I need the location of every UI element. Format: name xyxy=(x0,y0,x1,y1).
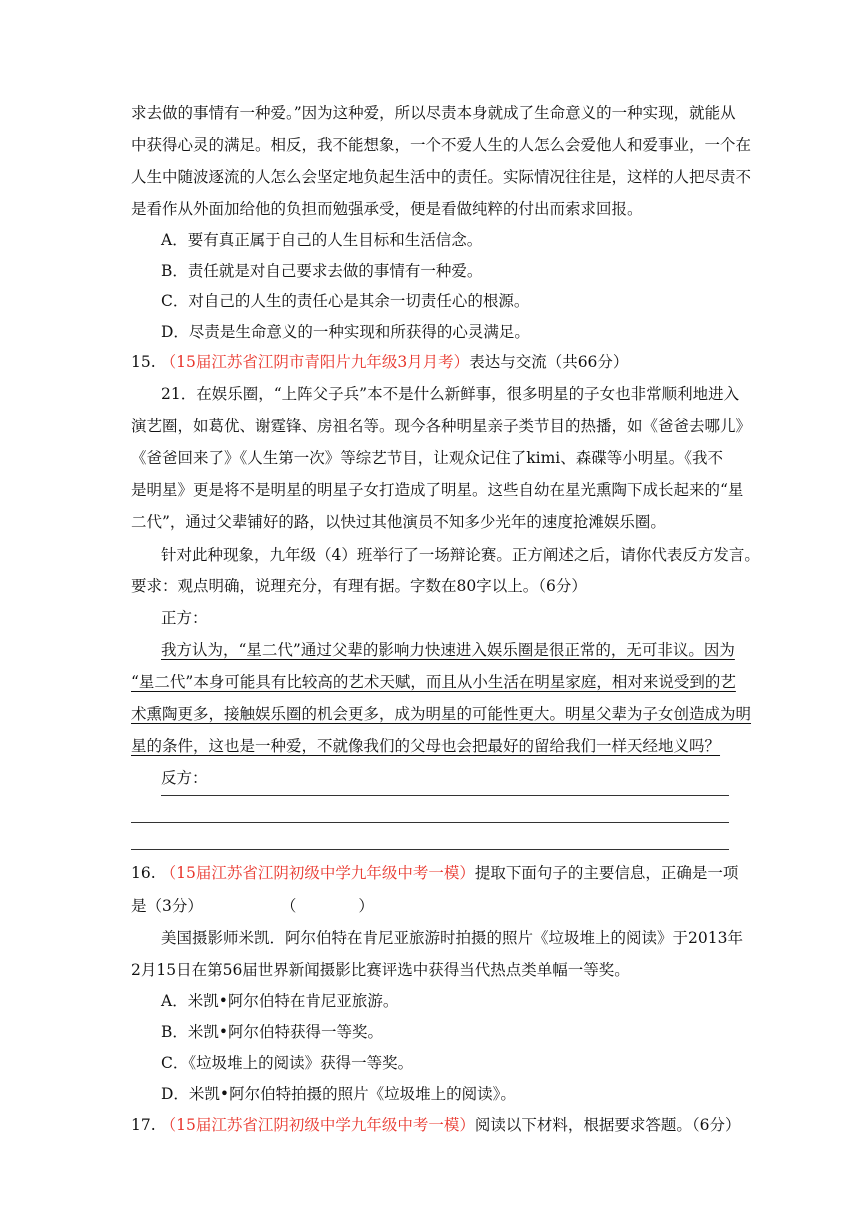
question-source: （15届江苏省江阴市青阳片九年级3月月考） xyxy=(160,353,470,371)
answer-line xyxy=(131,822,729,823)
option-c: C．《垃圾堆上的阅读》获得一等奖。 xyxy=(161,1054,414,1072)
answer-line xyxy=(161,795,729,796)
question-title: 提取下面句子的主要信息，正确是一项 xyxy=(474,864,739,882)
option-d: D．米凯•阿尔伯特拍摄的照片《垃圾堆上的阅读》。 xyxy=(161,1085,516,1103)
q15-paragraph-line: 《爸爸回来了》《人生第一次》等综艺节目，让观众记住了kimi、森碟等小明星。《我不 xyxy=(131,449,724,467)
passage-line: 中获得心灵的满足。相反，我不能想象，一个不爱人生的人怎么会爱他人和爱事业，一个在 xyxy=(131,136,752,154)
option-b: B．责任就是对自己要求去做的事情有一种爱。 xyxy=(161,262,483,280)
affirmative-text-line: “星二代”本身可能具有比较高的艺术天赋，而且从小生活在明星家庭，相对来说受到的艺 xyxy=(131,673,736,691)
question-number: 16. xyxy=(131,864,156,882)
question-16-heading xyxy=(131,863,739,883)
passage-line: 人生中随波逐流的人怎么会坚定地负起生活中的责任。实际情况往往是，这样的人把尽责不 xyxy=(131,168,752,186)
passage-line: 求去做的事情有一种爱。”因为这种爱，所以尽责本身就成了生命意义的一种实现，就能从 xyxy=(131,104,736,122)
q16-sentence-line: 2月15日在第56届世界新闻摄影比赛评选中获得当代热点类单幅一等奖。 xyxy=(131,961,630,979)
negative-label: 反方： xyxy=(161,769,208,787)
affirmative-label: 正方： xyxy=(161,609,208,627)
option-c: C．对自己的人生的责任心是其余一切责任心的根源。 xyxy=(161,292,530,310)
question-number: 17. xyxy=(131,1116,156,1134)
q15-paragraph-line: 二代”，通过父辈铺好的路，以快过其他演员不知多少光年的速度抢滩娱乐圈。 xyxy=(131,513,666,531)
answer-line xyxy=(131,849,729,850)
affirmative-text-line: 术熏陶更多，接触娱乐圈的机会更多，成为明星的可能性更大。明星父辈为子女创造成为明 xyxy=(131,705,752,723)
question-17-heading xyxy=(131,1115,741,1135)
question-source: （15届江苏省江阴初级中学九年级中考一模） xyxy=(160,1116,475,1134)
option-a: A．要有真正属于自己的人生目标和生活信念。 xyxy=(161,231,483,249)
q15-task-line: 要求：观点明确，说理充分，有理有据。字数在80字以上。（6分） xyxy=(131,577,587,595)
passage-line: 是看作从外面加给他的负担而勉强承受，便是看做纯粹的付出而索求回报。 xyxy=(131,200,643,218)
q15-paragraph-line: 演艺圈，如葛优、谢霆锋、房祖名等。现今各种明星亲子类节目的热播，如《爸爸去哪儿》 xyxy=(131,417,752,435)
question-number: 15. xyxy=(131,353,156,371)
affirmative-text-line: 星的条件，这也是一种爱，不就像我们的父母也会把最好的留给我们一样天经地义吗？ xyxy=(131,737,721,755)
q15-paragraph-line: 21．在娱乐圈，“上阵父子兵”本不是什么新鲜事，很多明星的子女也非常顺利地进入 xyxy=(161,385,740,403)
affirmative-text-line: 我方认为，“星二代”通过父辈的影响力快速进入娱乐圈是很正常的，无可非议。因为 xyxy=(161,641,735,659)
q15-task-line: 针对此种现象，九年级（4）班举行了一场辩论赛。正方阐述之后，请你代表反方发言。 xyxy=(161,546,760,564)
question-title: 阅读以下材料，根据要求答题。（6分） xyxy=(474,1116,741,1134)
q15-paragraph-line: 是明星》更是将不是明星的明星子女打造成了明星。这些自幼在星光熏陶下成长起来的“星 xyxy=(131,481,744,499)
question-16-heading-cont xyxy=(131,896,731,916)
question-15-heading xyxy=(131,352,731,372)
question-title-cont: 是（3分） xyxy=(131,897,203,915)
option-a: A．米凯•阿尔伯特在肯尼亚旅游。 xyxy=(161,992,399,1010)
option-d: D．尽责是生命意义的一种实现和所获得的心灵满足。 xyxy=(161,323,530,341)
answer-paren: （ ） xyxy=(280,897,374,915)
option-b: B．米凯•阿尔伯特获得一等奖。 xyxy=(161,1023,384,1041)
question-title: 表达与交流（共66分） xyxy=(469,353,629,371)
q16-sentence-line: 美国摄影师米凯．阿尔伯特在肯尼亚旅游时拍摄的照片《垃圾堆上的阅读》于2013年 xyxy=(161,929,743,947)
question-source: （15届江苏省江阴初级中学九年级中考一模） xyxy=(160,864,475,882)
